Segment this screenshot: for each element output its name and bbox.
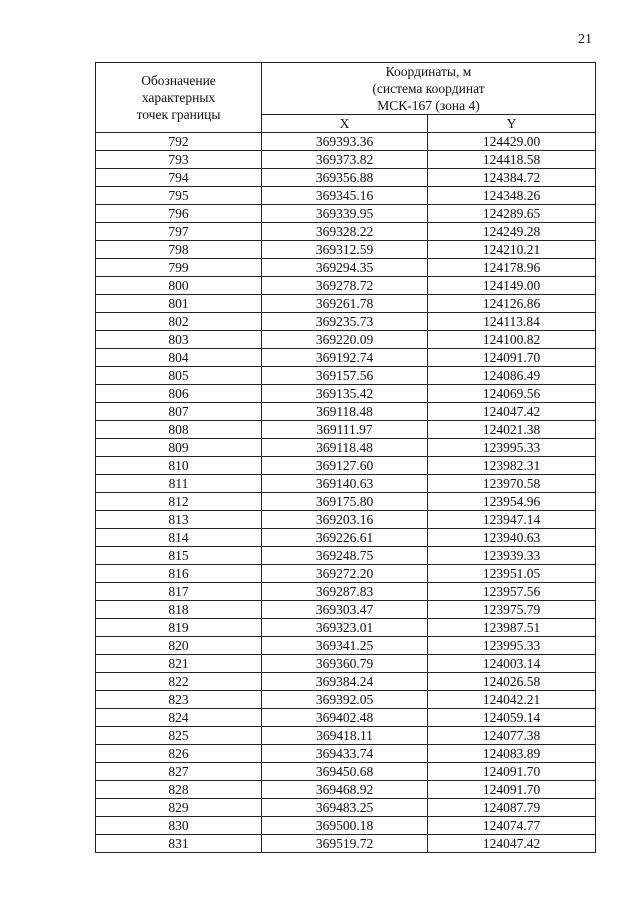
cell-x: 369373.82: [262, 151, 428, 169]
cell-y: 124087.79: [428, 799, 596, 817]
header-x: X: [262, 115, 428, 133]
cell-point: 831: [96, 835, 262, 853]
cell-y: 124059.14: [428, 709, 596, 727]
cell-x: 369341.25: [262, 637, 428, 655]
cell-y: 124178.96: [428, 259, 596, 277]
header-coords-line-1: Координаты, м: [385, 64, 472, 79]
table-row: [96, 565, 596, 583]
cell-y: 124126.86: [428, 295, 596, 313]
cell-x: 369328.22: [262, 223, 428, 241]
cell-y: 123995.33: [428, 439, 596, 457]
cell-y: 124113.84: [428, 313, 596, 331]
cell-y: 124091.70: [428, 349, 596, 367]
table-row: [96, 511, 596, 529]
cell-point: 819: [96, 619, 262, 637]
cell-x: 369433.74: [262, 745, 428, 763]
cell-x: 369402.48: [262, 709, 428, 727]
cell-point: 799: [96, 259, 262, 277]
table-row: [96, 349, 596, 367]
table-row: [96, 691, 596, 709]
cell-x: 369203.16: [262, 511, 428, 529]
cell-x: 369248.75: [262, 547, 428, 565]
table-row: [96, 727, 596, 745]
table-row: [96, 241, 596, 259]
cell-x: 369157.56: [262, 367, 428, 385]
cell-y: 124418.58: [428, 151, 596, 169]
table-row: [96, 475, 596, 493]
table-row: [96, 619, 596, 637]
cell-y: 124069.56: [428, 385, 596, 403]
cell-x: 369135.42: [262, 385, 428, 403]
header-point-designation: [96, 63, 262, 133]
table-row: [96, 223, 596, 241]
cell-y: 124249.28: [428, 223, 596, 241]
cell-point: 825: [96, 727, 262, 745]
cell-point: 823: [96, 691, 262, 709]
header-point-line-3: точек границы: [136, 107, 221, 122]
cell-x: 369393.36: [262, 133, 428, 151]
table-row: [96, 205, 596, 223]
cell-x: 369450.68: [262, 763, 428, 781]
table-body: [96, 133, 596, 853]
table-row: [96, 313, 596, 331]
cell-y: 123939.33: [428, 547, 596, 565]
cell-point: 798: [96, 241, 262, 259]
cell-point: 812: [96, 493, 262, 511]
table-row: [96, 637, 596, 655]
table-row: [96, 583, 596, 601]
cell-y: 123982.31: [428, 457, 596, 475]
cell-point: 796: [96, 205, 262, 223]
table-header: [96, 63, 596, 133]
cell-x: 369175.80: [262, 493, 428, 511]
cell-point: 826: [96, 745, 262, 763]
table-row: [96, 529, 596, 547]
cell-x: 369220.09: [262, 331, 428, 349]
cell-x: 369500.18: [262, 817, 428, 835]
cell-x: 369519.72: [262, 835, 428, 853]
cell-point: 793: [96, 151, 262, 169]
table-row: [96, 655, 596, 673]
cell-x: 369272.20: [262, 565, 428, 583]
cell-point: 795: [96, 187, 262, 205]
cell-y: 124348.26: [428, 187, 596, 205]
header-y: Y: [428, 115, 596, 133]
cell-x: 369339.95: [262, 205, 428, 223]
table-row: [96, 799, 596, 817]
table-row: [96, 385, 596, 403]
cell-y: 124083.89: [428, 745, 596, 763]
table-row: [96, 709, 596, 727]
header-point-line-2: характерных: [141, 90, 216, 105]
cell-x: 369235.73: [262, 313, 428, 331]
table-row: [96, 457, 596, 475]
cell-x: 369261.78: [262, 295, 428, 313]
cell-point: 815: [96, 547, 262, 565]
cell-x: 369118.48: [262, 403, 428, 421]
cell-y: 124003.14: [428, 655, 596, 673]
cell-x: 369418.11: [262, 727, 428, 745]
page-number: 21: [578, 32, 592, 47]
table-row: [96, 763, 596, 781]
cell-point: 827: [96, 763, 262, 781]
cell-point: 806: [96, 385, 262, 403]
cell-x: 369303.47: [262, 601, 428, 619]
cell-y: 124026.58: [428, 673, 596, 691]
cell-point: 808: [96, 421, 262, 439]
table-row: [96, 745, 596, 763]
cell-y: 124429.00: [428, 133, 596, 151]
cell-x: 369384.24: [262, 673, 428, 691]
table-row: [96, 817, 596, 835]
header-coords-line-3: МСК-167 (зона 4): [377, 98, 480, 113]
cell-y: 123995.33: [428, 637, 596, 655]
table-row: [96, 367, 596, 385]
cell-x: 369278.72: [262, 277, 428, 295]
cell-y: 124021.38: [428, 421, 596, 439]
cell-x: 369287.83: [262, 583, 428, 601]
cell-point: 811: [96, 475, 262, 493]
cell-point: 807: [96, 403, 262, 421]
table-row: [96, 151, 596, 169]
cell-point: 802: [96, 313, 262, 331]
cell-point: 829: [96, 799, 262, 817]
cell-x: 369356.88: [262, 169, 428, 187]
cell-point: 817: [96, 583, 262, 601]
cell-y: 124149.00: [428, 277, 596, 295]
cell-point: 816: [96, 565, 262, 583]
cell-point: 800: [96, 277, 262, 295]
header-coords-line-2: (система координат: [372, 81, 485, 96]
cell-point: 810: [96, 457, 262, 475]
cell-point: 830: [96, 817, 262, 835]
cell-point: 813: [96, 511, 262, 529]
cell-point: 828: [96, 781, 262, 799]
cell-y: 123957.56: [428, 583, 596, 601]
table-row: [96, 331, 596, 349]
cell-y: 123954.96: [428, 493, 596, 511]
table-row: [96, 421, 596, 439]
cell-point: 801: [96, 295, 262, 313]
header-coordinates: [262, 63, 596, 115]
cell-point: 814: [96, 529, 262, 547]
cell-y: 124210.21: [428, 241, 596, 259]
cell-x: 369345.16: [262, 187, 428, 205]
cell-point: 824: [96, 709, 262, 727]
table-row: [96, 835, 596, 853]
cell-point: 794: [96, 169, 262, 187]
cell-point: 805: [96, 367, 262, 385]
cell-y: 123975.79: [428, 601, 596, 619]
cell-x: 369140.63: [262, 475, 428, 493]
cell-point: 797: [96, 223, 262, 241]
cell-y: 124042.21: [428, 691, 596, 709]
cell-x: 369483.25: [262, 799, 428, 817]
cell-y: 124289.65: [428, 205, 596, 223]
cell-y: 124047.42: [428, 835, 596, 853]
table-row: [96, 277, 596, 295]
cell-y: 124091.70: [428, 763, 596, 781]
cell-y: 123951.05: [428, 565, 596, 583]
table-row: [96, 673, 596, 691]
cell-y: 123940.63: [428, 529, 596, 547]
cell-x: 369127.60: [262, 457, 428, 475]
cell-y: 124100.82: [428, 331, 596, 349]
cell-y: 123947.14: [428, 511, 596, 529]
table-row: [96, 187, 596, 205]
table-row: [96, 493, 596, 511]
cell-point: 792: [96, 133, 262, 151]
table-row: [96, 547, 596, 565]
cell-point: 803: [96, 331, 262, 349]
cell-x: 369192.74: [262, 349, 428, 367]
cell-x: 369226.61: [262, 529, 428, 547]
cell-y: 124384.72: [428, 169, 596, 187]
cell-x: 369118.48: [262, 439, 428, 457]
cell-point: 818: [96, 601, 262, 619]
cell-y: 124077.38: [428, 727, 596, 745]
cell-y: 123970.58: [428, 475, 596, 493]
cell-y: 124047.42: [428, 403, 596, 421]
table-row: [96, 601, 596, 619]
cell-y: 124091.70: [428, 781, 596, 799]
cell-x: 369111.97: [262, 421, 428, 439]
table-row: [96, 439, 596, 457]
table-row: [96, 403, 596, 421]
cell-point: 809: [96, 439, 262, 457]
cell-x: 369392.05: [262, 691, 428, 709]
cell-point: 822: [96, 673, 262, 691]
cell-point: 821: [96, 655, 262, 673]
cell-point: 820: [96, 637, 262, 655]
cell-y: 123987.51: [428, 619, 596, 637]
table-row: [96, 169, 596, 187]
header-point-line-1: Обозначение: [141, 73, 216, 88]
cell-x: 369360.79: [262, 655, 428, 673]
cell-y: 124086.49: [428, 367, 596, 385]
cell-x: 369323.01: [262, 619, 428, 637]
table-row: [96, 781, 596, 799]
cell-x: 369312.59: [262, 241, 428, 259]
cell-point: 804: [96, 349, 262, 367]
cell-x: 369468.92: [262, 781, 428, 799]
cell-x: 369294.35: [262, 259, 428, 277]
coordinates-table: [95, 62, 596, 853]
table-row: [96, 295, 596, 313]
table-row: [96, 133, 596, 151]
cell-y: 124074.77: [428, 817, 596, 835]
table-row: [96, 259, 596, 277]
